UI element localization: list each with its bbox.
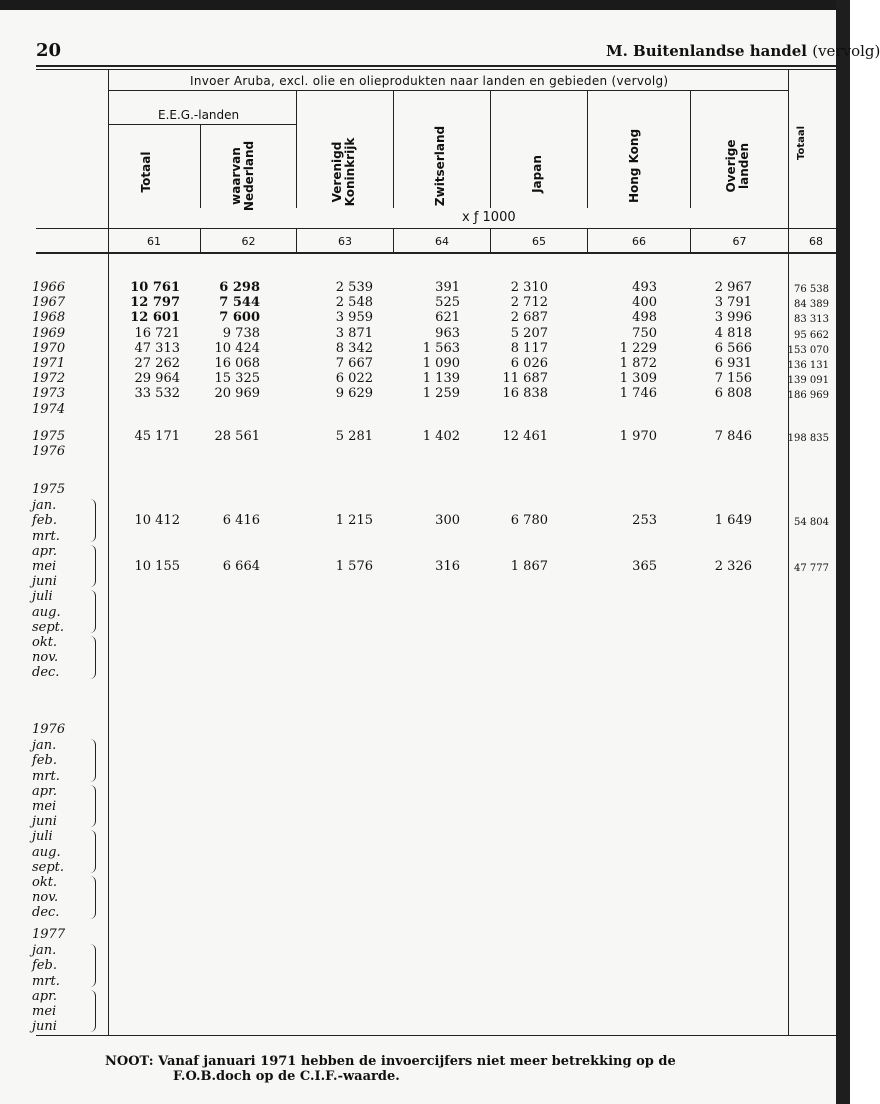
table-cell-annual-1968-2: 7 600 — [219, 310, 260, 326]
month-1976-4: apr. — [32, 783, 57, 799]
month-1975-1: jan. — [32, 498, 57, 514]
table-cell-annual-1972-4: 1 139 — [422, 371, 460, 387]
quarter-brace — [89, 876, 96, 919]
col-header-japan: Japan — [530, 155, 544, 193]
col-header-nederland: waarvan Nederland — [229, 140, 256, 212]
month-1975-9: sept. — [32, 619, 65, 635]
table-cell-annual-1970-2: 10 424 — [214, 340, 260, 356]
table-cell-annual-1967-5: 2 712 — [510, 295, 548, 311]
table-cell-annual-1967-6: 400 — [632, 295, 657, 311]
table-cell-q1-1975-1: 10 412 — [134, 513, 180, 529]
month-1975-5: mei — [32, 559, 57, 574]
month-1976-12: dec. — [32, 905, 60, 921]
col-divider-5 — [587, 90, 588, 208]
col-divider-2 — [296, 90, 297, 208]
table-cell-annual-1971-3: 7 667 — [335, 356, 373, 371]
table-cell-annual-1971-1: 27 262 — [134, 356, 180, 371]
stub-divider — [108, 69, 109, 1035]
running-head — [606, 42, 880, 60]
table-top-rule — [36, 65, 836, 67]
table-cell-annual-1975-8: 198 835 — [787, 432, 829, 444]
row-label-year-1970: 1970 — [32, 340, 66, 356]
month-1975-7: juli — [32, 589, 53, 605]
table-cell-annual-1967-1: 12 797 — [130, 295, 180, 311]
table-cell-annual-1975-5: 12 461 — [502, 428, 548, 444]
table-cell-annual-1966-6: 493 — [632, 280, 657, 295]
table-top-rule-thin — [36, 69, 836, 70]
row-label-year-1968: 1968 — [32, 310, 66, 326]
table-cell-q1-1975-8: 54 804 — [794, 517, 829, 529]
col-header-hong-kong: Hong Kong — [627, 128, 641, 204]
table-cell-q2-1975-7: 2 326 — [714, 559, 752, 574]
col-divider-1 — [200, 124, 201, 208]
table-cell-annual-1969-8: 95 662 — [794, 329, 829, 341]
table-cell-q1-1975-3: 1 215 — [335, 513, 373, 529]
table-cell-annual-1970-4: 1 563 — [422, 340, 460, 356]
table-cell-annual-1967-8: 84 389 — [794, 299, 829, 311]
table-cell-annual-1968-7: 3 996 — [714, 310, 752, 326]
table-cell-annual-1969-2: 9 738 — [222, 325, 260, 341]
header-bottom-rule — [36, 252, 836, 254]
month-1975-12: dec. — [32, 665, 60, 681]
table-cell-annual-1969-5: 5 207 — [510, 325, 548, 341]
table-cell-q1-1975-5: 6 780 — [510, 513, 548, 529]
footnote-line-1: NOOT: Vanaf januari 1971 hebben de invoercijfers niet meer betrekking op de — [105, 1054, 676, 1069]
quarter-brace — [89, 590, 96, 633]
block-year-1975: 1975 — [32, 482, 66, 497]
row-label-year-1976: 1976 — [32, 444, 66, 459]
table-cell-annual-1968-4: 621 — [435, 310, 460, 326]
table-cell-annual-1973-2: 20 969 — [214, 386, 260, 402]
block-year-1977: 1977 — [32, 927, 66, 942]
table-cell-annual-1966-5: 2 310 — [510, 280, 548, 295]
month-1975-6: juni — [32, 574, 57, 590]
month-1976-7: juli — [32, 829, 53, 845]
table-cell-annual-1966-4: 391 — [435, 280, 460, 295]
table-cell-annual-1975-6: 1 970 — [619, 428, 657, 444]
month-1976-6: juni — [32, 814, 57, 830]
table-cell-annual-1971-6: 1 872 — [619, 356, 657, 371]
col-divider-4 — [490, 90, 491, 208]
month-1977-5: mei — [32, 1004, 57, 1019]
quarter-brace — [89, 636, 96, 679]
table-cell-q1-1975-7: 1 649 — [714, 513, 752, 529]
table-cell-q1-1975-4: 300 — [435, 513, 460, 529]
table-cell-annual-1966-7: 2 967 — [714, 280, 752, 295]
table-cell-annual-1973-1: 33 532 — [134, 386, 180, 402]
month-1977-2: feb. — [32, 958, 57, 974]
table-cell-annual-1967-2: 7 544 — [219, 295, 260, 311]
table-cell-annual-1975-2: 28 561 — [214, 428, 260, 444]
table-cell-annual-1970-8: 153 070 — [787, 344, 829, 356]
table-cell-annual-1971-8: 136 131 — [787, 360, 829, 371]
table-cell-q2-1975-2: 6 664 — [222, 559, 260, 574]
row-label-year-1966: 1966 — [32, 280, 66, 295]
col-divider-7 — [788, 69, 789, 1035]
col-header-totaal-68: Totaal — [796, 125, 807, 161]
table-cell-annual-1967-4: 525 — [435, 295, 460, 311]
col-divider-3 — [393, 90, 394, 208]
row-label-year-1975: 1975 — [32, 428, 66, 444]
table-cell-annual-1969-6: 750 — [632, 325, 657, 341]
quarter-brace — [89, 545, 96, 588]
table-cell-annual-1975-1: 45 171 — [134, 428, 180, 444]
spanner-underline — [108, 90, 788, 91]
quarter-brace — [89, 785, 96, 828]
month-1976-1: jan. — [32, 738, 57, 754]
month-1975-4: apr. — [32, 543, 57, 559]
table-cell-annual-1975-3: 5 281 — [335, 428, 373, 444]
table-cell-annual-1972-6: 1 309 — [619, 371, 657, 387]
table-cell-annual-1969-4: 963 — [435, 325, 460, 341]
table-cell-annual-1971-7: 6 931 — [714, 356, 752, 371]
month-1976-9: sept. — [32, 859, 65, 875]
unit-label: x ƒ 1000 — [462, 210, 516, 225]
table-cell-annual-1972-1: 29 964 — [134, 371, 180, 387]
footnote — [105, 1054, 765, 1084]
table-cell-q2-1975-4: 316 — [435, 559, 460, 574]
document-page — [0, 10, 880, 1104]
table-cell-annual-1970-3: 8 342 — [335, 340, 373, 356]
month-1976-11: nov. — [32, 890, 59, 906]
table-cell-annual-1973-7: 6 808 — [714, 386, 752, 402]
table-cell-annual-1966-3: 2 539 — [335, 280, 373, 295]
quarter-brace — [89, 944, 96, 987]
scan-border-right — [836, 0, 850, 1104]
month-1977-4: apr. — [32, 988, 57, 1004]
eeg-underline — [108, 124, 296, 125]
quarter-brace — [89, 739, 96, 782]
running-head-continued: (vervolg) — [812, 42, 880, 60]
table-cell-q2-1975-5: 1 867 — [510, 559, 548, 574]
table-cell-annual-1966-1: 10 761 — [130, 280, 180, 295]
table-cell-annual-1973-5: 16 838 — [502, 386, 548, 402]
month-1976-2: feb. — [32, 753, 57, 769]
quarter-brace — [89, 499, 96, 542]
table-cell-q2-1975-1: 10 155 — [134, 559, 180, 574]
table-cell-annual-1972-7: 7 156 — [714, 371, 752, 387]
table-cell-annual-1970-1: 47 313 — [134, 340, 180, 356]
col-header-overige-landen: Overige landen — [724, 139, 751, 193]
table-cell-annual-1968-6: 498 — [632, 310, 657, 326]
table-cell-q1-1975-6: 253 — [632, 513, 657, 529]
month-1976-10: okt. — [32, 875, 58, 890]
scan-border-top — [0, 0, 850, 10]
table-cell-annual-1967-3: 2 548 — [335, 295, 373, 311]
footnote-line-2: F.O.B.doch op de C.I.F.-waarde. — [173, 1069, 400, 1084]
table-cell-annual-1975-7: 7 846 — [714, 428, 752, 444]
table-cell-annual-1970-6: 1 229 — [619, 340, 657, 356]
table-cell-annual-1969-1: 16 721 — [134, 325, 180, 341]
month-1977-6: juni — [32, 1019, 57, 1035]
table-cell-q1-1975-2: 6 416 — [222, 513, 260, 529]
table-cell-q2-1975-8: 47 777 — [794, 563, 829, 574]
quarter-brace — [89, 990, 96, 1033]
unit-rule — [36, 228, 836, 229]
table-cell-annual-1970-7: 6 566 — [714, 340, 752, 356]
table-cell-annual-1966-8: 76 538 — [794, 284, 829, 295]
table-cell-annual-1972-2: 15 325 — [214, 371, 260, 387]
table-cell-annual-1971-4: 1 090 — [422, 356, 460, 371]
col-number-68: 68 — [809, 235, 823, 248]
table-cell-annual-1969-7: 4 818 — [714, 325, 752, 341]
table-cell-annual-1972-5: 11 687 — [502, 371, 548, 387]
table-cell-annual-1973-6: 1 746 — [619, 386, 657, 402]
table-cell-annual-1973-3: 9 629 — [335, 386, 373, 402]
row-label-year-1969: 1969 — [32, 325, 66, 341]
block-year-1976: 1976 — [32, 722, 66, 737]
row-label-year-1972: 1972 — [32, 371, 66, 387]
month-1975-3: mrt. — [32, 528, 60, 544]
row-label-year-1971: 1971 — [32, 356, 66, 371]
table-cell-annual-1968-5: 2 687 — [510, 310, 548, 326]
eeg-group-header: E.E.G.-landen — [158, 108, 240, 122]
table-cell-annual-1970-5: 8 117 — [510, 340, 548, 356]
table-cell-q2-1975-6: 365 — [632, 559, 657, 574]
row-label-year-1967: 1967 — [32, 295, 66, 311]
table-bottom-rule — [36, 1035, 836, 1036]
col-divider-6 — [690, 90, 691, 208]
table-cell-annual-1971-2: 16 068 — [214, 356, 260, 371]
col-number-65: 65 — [532, 235, 546, 248]
table-cell-annual-1972-3: 6 022 — [335, 371, 373, 387]
quarter-brace — [89, 830, 96, 873]
spanner-header: Invoer Aruba, excl. olie en olieprodukten naar landen en gebieden (vervolg) — [190, 74, 669, 88]
page-number: 20 — [36, 40, 62, 61]
table-cell-annual-1967-7: 3 791 — [714, 295, 752, 311]
table-cell-annual-1966-2: 6 298 — [219, 280, 260, 295]
month-1977-1: jan. — [32, 943, 57, 959]
month-1977-3: mrt. — [32, 973, 60, 989]
col-number-62: 62 — [241, 235, 256, 248]
table-cell-annual-1969-3: 3 871 — [335, 325, 373, 341]
row-label-year-1973: 1973 — [32, 386, 66, 402]
table-cell-annual-1973-8: 186 969 — [787, 390, 829, 402]
month-1976-8: aug. — [32, 844, 61, 860]
table-cell-annual-1972-8: 139 091 — [787, 375, 829, 387]
table-cell-annual-1968-1: 12 601 — [130, 310, 180, 326]
row-label-year-1974: 1974 — [32, 401, 66, 417]
table-cell-annual-1968-8: 83 313 — [794, 314, 829, 326]
col-number-61: 61 — [147, 235, 161, 248]
month-1975-11: nov. — [32, 650, 59, 666]
col-number-64: 64 — [435, 235, 449, 248]
col-number-66: 66 — [632, 235, 646, 248]
table-cell-annual-1973-4: 1 259 — [422, 386, 460, 402]
month-1976-5: mei — [32, 799, 57, 814]
col-header-verenigd-koninkrijk: Verenigd Koninkrijk — [330, 137, 357, 207]
month-1975-2: feb. — [32, 513, 57, 529]
month-1976-3: mrt. — [32, 768, 60, 784]
table-cell-annual-1971-5: 6 026 — [510, 356, 548, 371]
month-1975-10: okt. — [32, 635, 58, 650]
month-1975-8: aug. — [32, 604, 61, 620]
col-number-63: 63 — [338, 235, 352, 248]
table-cell-annual-1975-4: 1 402 — [422, 428, 460, 444]
table-cell-q2-1975-3: 1 576 — [335, 559, 373, 574]
running-head-title: M. Buitenlandse handel — [606, 42, 807, 60]
col-number-67: 67 — [732, 235, 747, 248]
col-header-totaal: Totaal — [139, 151, 153, 193]
table-cell-annual-1968-3: 3 959 — [335, 310, 373, 326]
col-header-zwitserland: Zwitserland — [433, 125, 447, 207]
